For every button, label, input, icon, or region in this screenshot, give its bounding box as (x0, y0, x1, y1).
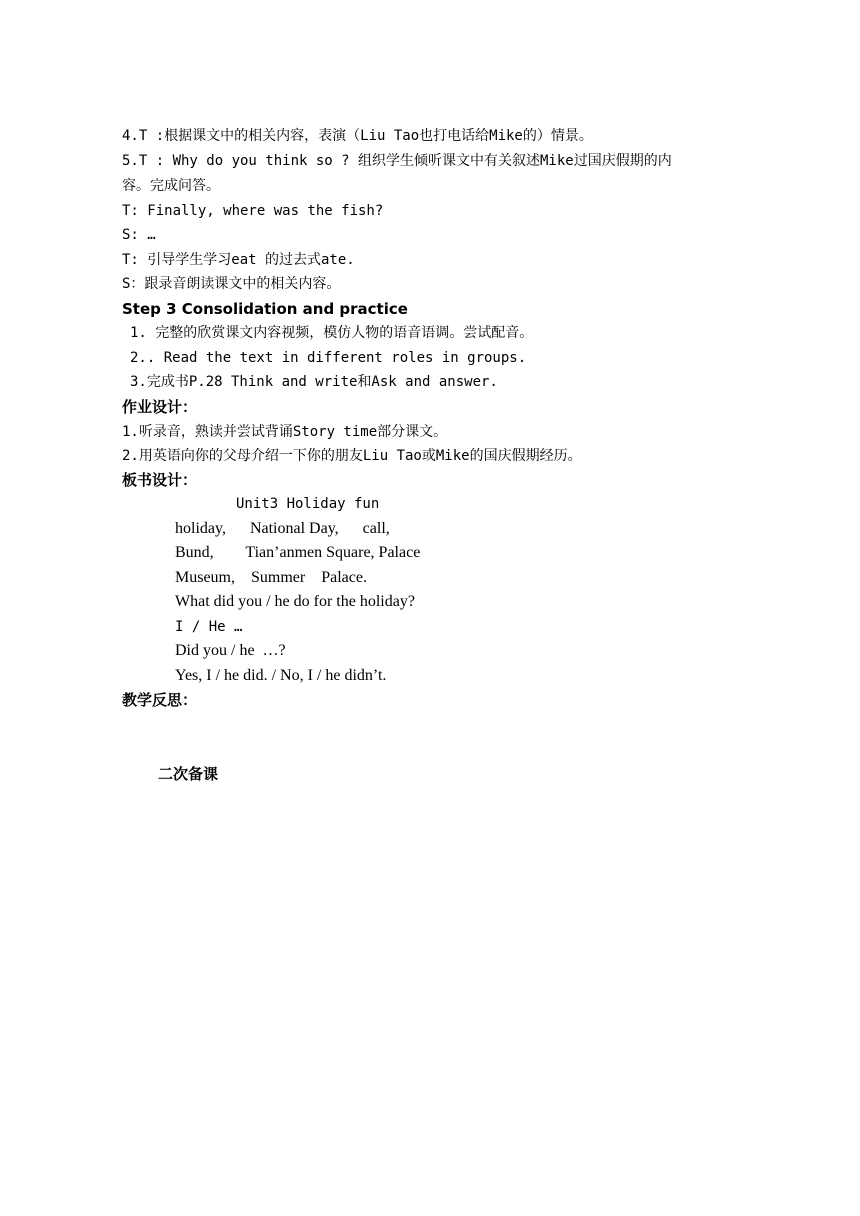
step3-heading: Step 3 Consolidation and practice (122, 300, 408, 318)
board-line: Yes, I / he did. / No, I / he didn’t. (175, 667, 387, 684)
procedure-line-5-continued: 容。完成问答。 (122, 178, 220, 194)
step3-item: 3.完成书P.28 Think and write和Ask and answer. (130, 374, 498, 390)
procedure-line-5: 5.T : Why do you think so ? 组织学生倾听课文中有关叙述Mike过国庆假期的内 (122, 153, 672, 169)
dialog-teacher-line: T: Finally, where was the fish? (122, 203, 384, 219)
homework-heading: 作业设计： (122, 398, 198, 416)
dialog-student-line: S: … (122, 227, 156, 243)
homework-item: 2.用英语向你的父母介绍一下你的朋友Liu Tao或Mike的国庆假期经历。 (122, 448, 582, 464)
step3-item: 1. 完整的欣赏课文内容视频，模仿人物的语音语调。尝试配音。 (130, 325, 534, 341)
second-prep-heading: 二次备课 (158, 765, 219, 783)
board-line: What did you / he do for the holiday? (175, 593, 415, 610)
board-heading: 板书设计： (122, 471, 198, 489)
step3-item: 2.. Read the text in different roles in groups. (130, 350, 527, 366)
board-line: holiday, National Day, call, (175, 520, 390, 537)
reflection-heading: 教学反思： (122, 691, 198, 709)
dialog-teacher-line: T: 引导学生学习eat 的过去式ate. (122, 252, 355, 268)
board-line: Did you / he …? (175, 642, 286, 659)
homework-item: 1.听录音，熟读并尝试背诵Story time部分课文。 (122, 424, 448, 440)
board-line: Museum, Summer Palace. (175, 569, 367, 586)
board-title: Unit3 Holiday fun (236, 496, 380, 512)
procedure-line-4: 4.T :根据课文中的相关内容，表演（Liu Tao也打电话给Mike的）情景。 (122, 128, 593, 144)
board-line: Bund, Tian’anmen Square, Palace (175, 544, 421, 561)
dialog-student-line: S：跟录音朗读课文中的相关内容。 (122, 276, 341, 292)
board-line: I / He … (175, 619, 243, 635)
